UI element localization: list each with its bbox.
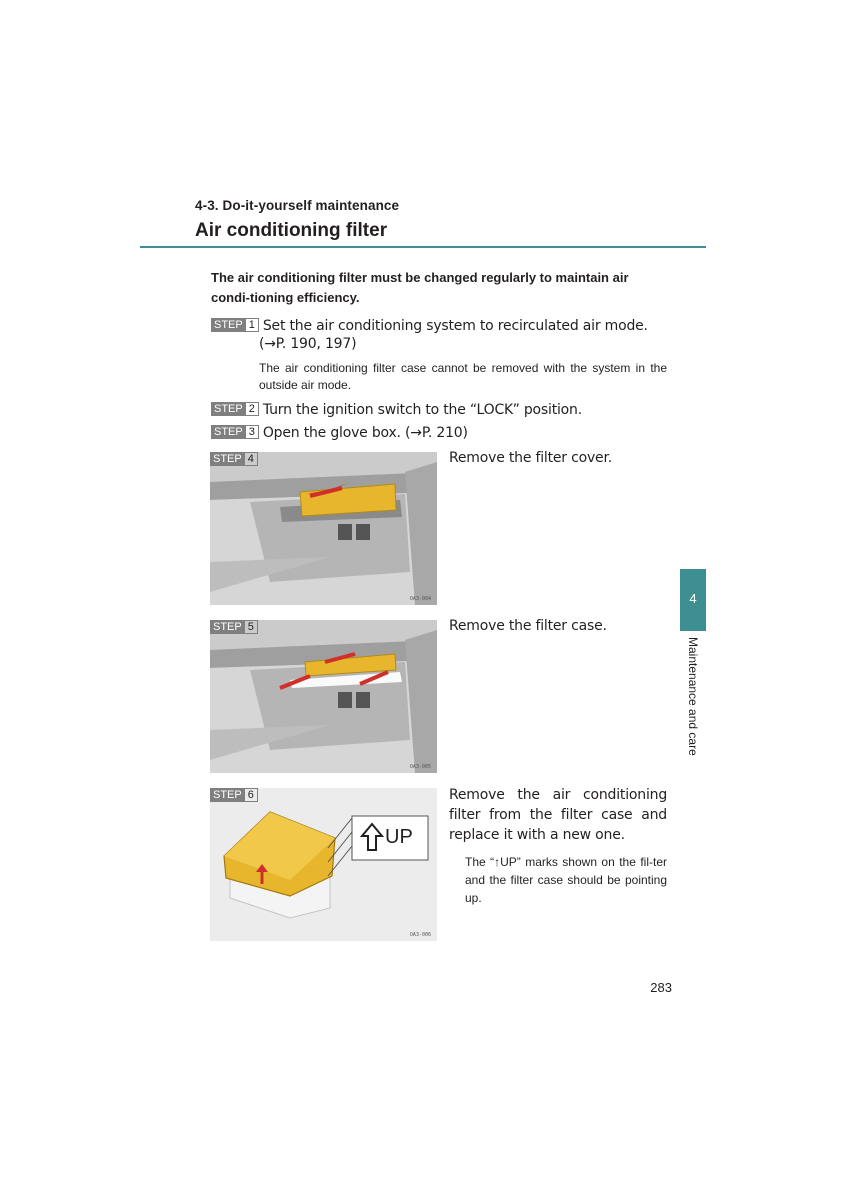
title-rule <box>140 246 706 248</box>
step-badge <box>211 402 259 416</box>
step-1-note: The air conditioning filter case cannot be removed with the system in the outside air mode. <box>259 361 667 392</box>
step-word: STEP <box>210 452 245 466</box>
step-word: STEP <box>211 402 246 416</box>
step-5-illustration <box>210 620 437 773</box>
step-word: STEP <box>210 620 245 634</box>
step-3 <box>211 423 468 443</box>
step-1 <box>211 316 648 336</box>
step-number: 2 <box>246 402 259 416</box>
page-title: Air conditioning filter <box>195 220 388 241</box>
chapter-tab[interactable]: 4 <box>680 569 706 631</box>
step-word: STEP <box>211 318 246 332</box>
step-number: 4 <box>245 452 258 466</box>
step-badge <box>210 788 258 802</box>
figure-code: OA3-005 <box>409 764 431 770</box>
step-word: STEP <box>211 425 246 439</box>
intro-paragraph: The air conditioning filter must be changed regularly to maintain air condi-tioning efficiency. <box>211 270 629 305</box>
step-text: Turn the ignition switch to the “LOCK” position. <box>262 402 582 418</box>
section-label: 4-3. Do-it-yourself maintenance <box>195 198 400 213</box>
step-6-note: The “↑UP” marks shown on the fil-ter and the filter case should be pointing up. <box>465 855 667 905</box>
step-number: 5 <box>245 620 258 634</box>
step-text: Set the air conditioning system to recirculated air mode. <box>262 318 648 334</box>
step-6-illustration <box>210 788 437 941</box>
step-1-reference: (→P. 190, 197) <box>259 336 357 352</box>
air-filter-replacement-illustration <box>210 788 437 941</box>
page-number: 283 <box>650 980 672 995</box>
step-4-illustration <box>210 452 437 605</box>
step-badge <box>210 452 258 466</box>
step-badge <box>211 318 259 332</box>
step-2 <box>211 400 582 420</box>
step-5-text: Remove the filter case. <box>449 618 607 634</box>
figure-code: OA3-004 <box>409 596 431 602</box>
step-number: 1 <box>246 318 259 332</box>
step-number: 3 <box>246 425 259 439</box>
filter-case-removal-illustration <box>210 620 437 773</box>
step-4-text: Remove the filter cover. <box>449 450 612 466</box>
step-number: 6 <box>245 788 258 802</box>
glove-box-filter-cover-illustration <box>210 452 437 605</box>
step-6-text: Remove the air conditioning filter from the filter case and replace it with a new one. <box>449 787 667 843</box>
figure-code: OA3-006 <box>409 932 431 938</box>
chapter-label: Maintenance and care <box>686 637 700 756</box>
step-text: Open the glove box. (→P. 210) <box>262 425 468 441</box>
step-badge <box>211 425 259 439</box>
step-badge <box>210 620 258 634</box>
step-word: STEP <box>210 788 245 802</box>
up-mark-label: UP <box>385 826 413 848</box>
